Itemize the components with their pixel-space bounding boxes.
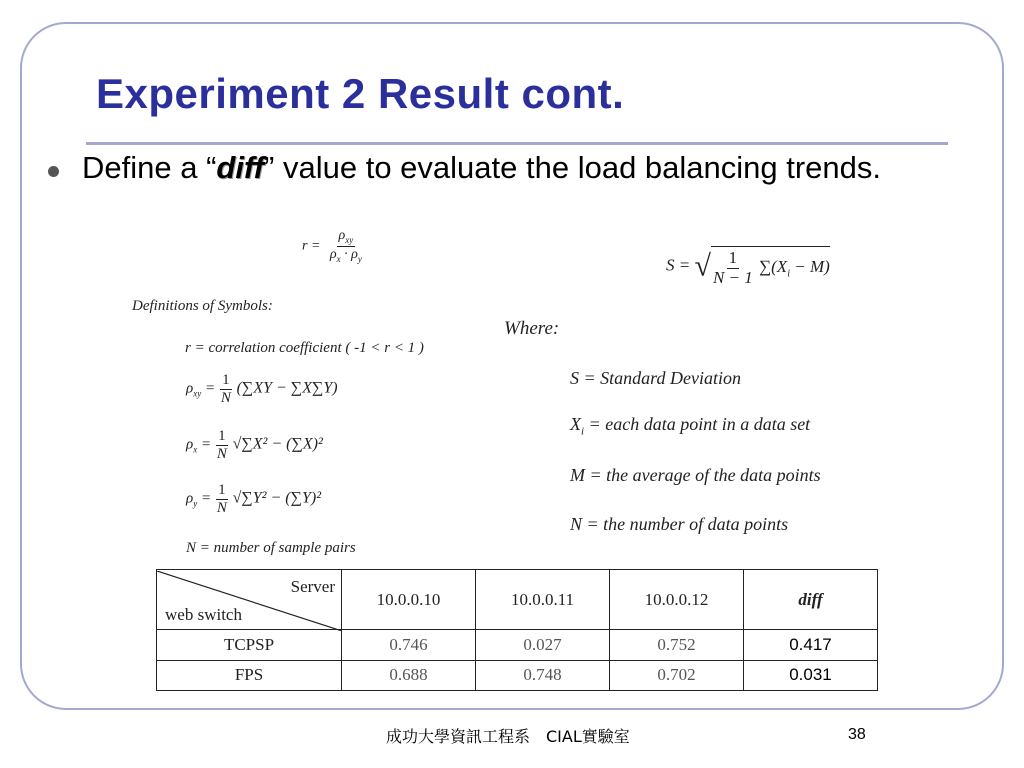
- table-header-row: [157, 570, 878, 630]
- r-num-sub: xy: [345, 234, 354, 245]
- rho-xy-formula: [186, 372, 338, 406]
- bullet-suffix: ” value to evaluate the load balancing trends.: [264, 150, 882, 185]
- table-header-cell: 10.0.0.12: [610, 570, 744, 630]
- page-number: 38: [848, 726, 866, 743]
- x-def-sym: X: [570, 414, 581, 434]
- where-label: Where:: [504, 318, 560, 339]
- bullet-icon: [48, 166, 59, 177]
- table-corner-cell: [157, 570, 342, 630]
- results-table: [156, 569, 878, 691]
- x-definition: [570, 414, 810, 438]
- table-cell: 0.748: [476, 660, 610, 691]
- rho-xy-sub: xy: [193, 388, 202, 399]
- rho-x-formula: [186, 428, 323, 462]
- rho-y-eq: =: [197, 490, 212, 507]
- rho-x-lhs: ρ: [186, 436, 194, 453]
- r-den-rho1: ρ: [329, 246, 337, 262]
- rho-x-one: 1: [218, 428, 226, 444]
- bullet-prefix: Define a “: [82, 150, 217, 185]
- table-header-cell-diff: diff: [744, 570, 878, 630]
- definitions-heading: Definitions of Symbols:: [132, 298, 273, 314]
- rho-x-sub: x: [193, 444, 198, 455]
- rho-y-n: N: [216, 499, 227, 516]
- rho-xy-lhs: ρ: [186, 380, 194, 397]
- s-one: 1: [728, 248, 738, 267]
- table-row: [157, 660, 878, 691]
- rho-y-expr: √∑Y² − (∑Y)²: [232, 489, 322, 507]
- s-den: N − 1: [712, 267, 753, 287]
- title-divider: [86, 142, 948, 145]
- table-cell: 0.702: [610, 660, 744, 691]
- n-count-definition: N = the number of data points: [570, 514, 789, 534]
- rho-x-expr: √∑X² − (∑X)²: [232, 435, 323, 453]
- rho-y-sub: y: [193, 498, 198, 509]
- rho-xy-one: 1: [222, 372, 230, 388]
- s-definition: S = Standard Deviation: [570, 368, 741, 388]
- corner-webswitch-label: web switch: [165, 604, 242, 624]
- table-header-cell: 10.0.0.11: [476, 570, 610, 630]
- s-sub: i: [787, 268, 790, 280]
- r-num-rho: ρ: [338, 228, 346, 243]
- row-label: FPS: [157, 660, 342, 691]
- table-row: [157, 630, 878, 661]
- x-def-text: = each data point in a data set: [584, 414, 811, 434]
- bullet-emphasis: diff: [216, 150, 265, 185]
- rho-xy-expr: (∑XY − ∑X∑Y): [236, 379, 338, 397]
- sqrt-icon: √: [694, 249, 711, 283]
- table-cell: 0.027: [476, 630, 610, 661]
- r-formula-lhs: r =: [302, 238, 321, 254]
- row-label: TCPSP: [157, 630, 342, 661]
- r-den-sub2: y: [357, 253, 362, 264]
- rho-xy-eq: =: [201, 380, 216, 397]
- slide-title: Experiment 2 Result cont.: [96, 70, 625, 117]
- s-tail: − M): [789, 257, 830, 277]
- diff-cell: 0.031: [744, 660, 878, 691]
- footer-department: 成功大學資訊工程系 CIAL實驗室: [386, 727, 630, 746]
- rho-y-formula: [186, 482, 321, 516]
- x-def-sub: i: [581, 425, 585, 438]
- corner-server-label: Server: [290, 576, 335, 596]
- rho-y-lhs: ρ: [186, 490, 194, 507]
- m-definition: M = the average of the data points: [570, 465, 821, 485]
- r-den-rho2: ρ: [351, 246, 358, 262]
- r-formula: [302, 228, 364, 264]
- table-cell: 0.752: [610, 630, 744, 661]
- rho-y-one: 1: [218, 482, 226, 498]
- bullet-text: [82, 148, 962, 188]
- r-definition: r = correlation coefficient ( -1 < r < 1 ): [185, 340, 424, 356]
- s-formula: [666, 246, 830, 287]
- rho-x-n: N: [216, 445, 227, 462]
- diff-cell: 0.417: [744, 630, 878, 661]
- r-den-dot: ·: [344, 246, 348, 262]
- s-body: ∑(X: [759, 257, 788, 277]
- table-cell: 0.688: [342, 660, 476, 691]
- s-formula-lhs: S =: [666, 255, 691, 275]
- rho-x-eq: =: [197, 436, 212, 453]
- n-definition: N = number of sample pairs: [186, 540, 356, 556]
- table-cell: 0.746: [342, 630, 476, 661]
- table-header-cell: 10.0.0.10: [342, 570, 476, 630]
- rho-xy-n: N: [220, 389, 231, 406]
- r-den-sub1: x: [336, 253, 341, 264]
